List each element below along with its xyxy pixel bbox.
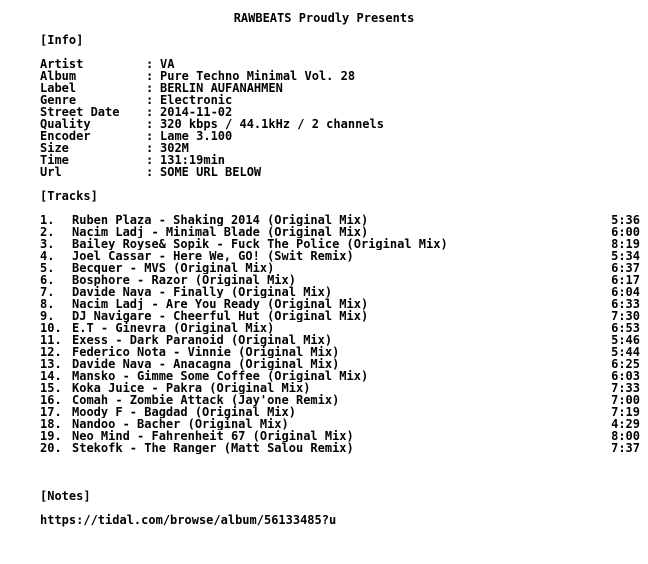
track-title: Nandoo - Bacher (Original Mix) [72, 418, 289, 430]
track-duration: 7:33 [611, 381, 640, 395]
info-value: 2014-11-02 [160, 105, 233, 119]
track-number: 8. [40, 297, 55, 311]
info-separator: : [146, 93, 154, 107]
track-row [40, 214, 640, 226]
track-duration: 7:37 [611, 441, 640, 455]
track-number: 10. [40, 321, 62, 335]
track-duration: 6:17 [611, 273, 640, 287]
info-row [40, 142, 640, 154]
track-row [40, 322, 640, 334]
header-title: RAWBEATS Proudly Presents [233, 11, 415, 25]
track-duration: 8:19 [611, 237, 640, 251]
notes-section-label: [Notes] [40, 489, 91, 503]
info-row [40, 82, 640, 94]
track-duration: 8:00 [611, 429, 640, 443]
track-title: Bosphore - Razor (Original Mix) [72, 274, 296, 286]
nfo-document [40, 10, 640, 526]
track-number: 14. [40, 369, 62, 383]
track-row [40, 406, 640, 418]
track-title: Neo Mind - Fahrenheit 67 (Original Mix) [72, 430, 354, 442]
track-row [40, 310, 640, 322]
track-row [40, 370, 640, 382]
track-duration: 5:36 [611, 213, 640, 227]
track-title: Nacim Ladj - Minimal Blade (Original Mix) [72, 226, 369, 238]
track-row [40, 274, 640, 286]
track-row [40, 382, 640, 394]
track-row [40, 418, 640, 430]
info-key: Album [40, 69, 77, 83]
track-title: Moody F - Bagdad (Original Mix) [72, 406, 296, 418]
track-row [40, 430, 640, 442]
info-separator: : [146, 141, 154, 155]
info-separator: : [146, 165, 154, 179]
track-title: Ruben Plaza - Shaking 2014 (Original Mix) [72, 214, 369, 226]
track-title: Nacim Ladj - Are You Ready (Original Mix) [72, 298, 369, 310]
track-number: 2. [40, 225, 55, 239]
track-number: 13. [40, 357, 62, 371]
info-row [40, 94, 640, 106]
track-number: 5. [40, 261, 55, 275]
track-number: 9. [40, 309, 55, 323]
info-key: Label [40, 81, 77, 95]
info-row [40, 154, 640, 166]
info-value: 302M [160, 141, 189, 155]
track-title: Bailey Royse& Sopik - Fuck The Police (Original Mix) [72, 238, 448, 250]
info-key: Url [40, 165, 62, 179]
track-duration: 6:53 [611, 321, 640, 335]
info-key: Genre [40, 93, 77, 107]
info-value: Pure Techno Minimal Vol. 28 [160, 69, 356, 83]
track-title: E.T - Ginevra (Original Mix) [72, 322, 275, 334]
info-key: Encoder [40, 129, 91, 143]
track-duration: 6:25 [611, 357, 640, 371]
track-row [40, 238, 640, 250]
info-row [40, 166, 640, 178]
info-key: Street Date [40, 105, 120, 119]
track-duration: 5:34 [611, 249, 640, 263]
track-title: DJ Navigare - Cheerful Hut (Original Mix) [72, 310, 369, 322]
track-title: Stekofk - The Ranger (Matt Salou Remix) [72, 442, 354, 454]
track-number: 7. [40, 285, 55, 299]
track-row [40, 346, 640, 358]
track-duration: 6:33 [611, 297, 640, 311]
track-row [40, 298, 640, 310]
track-row [40, 358, 640, 370]
track-row [40, 394, 640, 406]
info-key: Artist [40, 57, 84, 71]
info-row [40, 130, 640, 142]
notes-text: https://tidal.com/browse/album/56133485?u [40, 513, 337, 527]
track-title: Davide Nava - Finally (Original Mix) [72, 286, 333, 298]
track-duration: 6:00 [611, 225, 640, 239]
info-value: SOME URL BELOW [160, 165, 262, 179]
track-duration: 5:44 [611, 345, 640, 359]
info-value: VA [160, 57, 175, 71]
track-title: Exess - Dark Paranoid (Original Mix) [72, 334, 333, 346]
track-list [40, 214, 640, 454]
track-duration: 5:46 [611, 333, 640, 347]
track-row [40, 286, 640, 298]
info-row [40, 70, 640, 82]
track-title: Koka Juice - Pakra (Original Mix) [72, 382, 311, 394]
track-duration: 7:00 [611, 393, 640, 407]
info-row [40, 118, 640, 130]
info-value: BERLIN AUFANAHMEN [160, 81, 283, 95]
info-separator: : [146, 81, 154, 95]
track-title: Comah - Zombie Attack (Jay'one Remix) [72, 394, 340, 406]
track-duration: 6:04 [611, 285, 640, 299]
tracks-section-label: [Tracks] [40, 189, 98, 203]
track-number: 12. [40, 345, 62, 359]
track-number: 17. [40, 405, 62, 419]
track-duration: 4:29 [611, 417, 640, 431]
track-duration: 7:19 [611, 405, 640, 419]
info-value: 131:19min [160, 153, 226, 167]
track-number: 19. [40, 429, 62, 443]
info-value: Lame 3.100 [160, 129, 233, 143]
info-value: Electronic [160, 93, 233, 107]
track-title: Becquer - MVS (Original Mix) [72, 262, 275, 274]
track-title: Mansko - Gimme Some Coffee (Original Mix) [72, 370, 369, 382]
track-row [40, 250, 640, 262]
track-number: 1. [40, 213, 55, 227]
track-title: Joel Cassar - Here We, GO! (Swit Remix) [72, 250, 354, 262]
info-separator: : [146, 129, 154, 143]
info-key: Size [40, 141, 69, 155]
track-row [40, 226, 640, 238]
track-number: 4. [40, 249, 55, 263]
track-number: 6. [40, 273, 55, 287]
track-title: Federico Nota - Vinnie (Original Mix) [72, 346, 340, 358]
track-duration: 7:30 [611, 309, 640, 323]
track-number: 20. [40, 441, 62, 455]
info-separator: : [146, 153, 154, 167]
track-number: 15. [40, 381, 62, 395]
track-duration: 6:37 [611, 261, 640, 275]
track-number: 11. [40, 333, 62, 347]
info-separator: : [146, 69, 154, 83]
info-separator: : [146, 117, 154, 131]
track-row [40, 334, 640, 346]
track-number: 3. [40, 237, 55, 251]
track-title: Davide Nava - Anacagna (Original Mix) [72, 358, 340, 370]
track-number: 16. [40, 393, 62, 407]
track-row [40, 442, 640, 454]
info-section-label: [Info] [40, 33, 84, 47]
info-list [40, 58, 640, 178]
info-separator: : [146, 57, 154, 71]
track-number: 18. [40, 417, 62, 431]
track-row [40, 262, 640, 274]
track-duration: 6:03 [611, 369, 640, 383]
info-value: 320 kbps / 44.1kHz / 2 channels [160, 117, 384, 131]
info-separator: : [146, 105, 154, 119]
info-key: Quality [40, 117, 91, 131]
info-key: Time [40, 153, 69, 167]
